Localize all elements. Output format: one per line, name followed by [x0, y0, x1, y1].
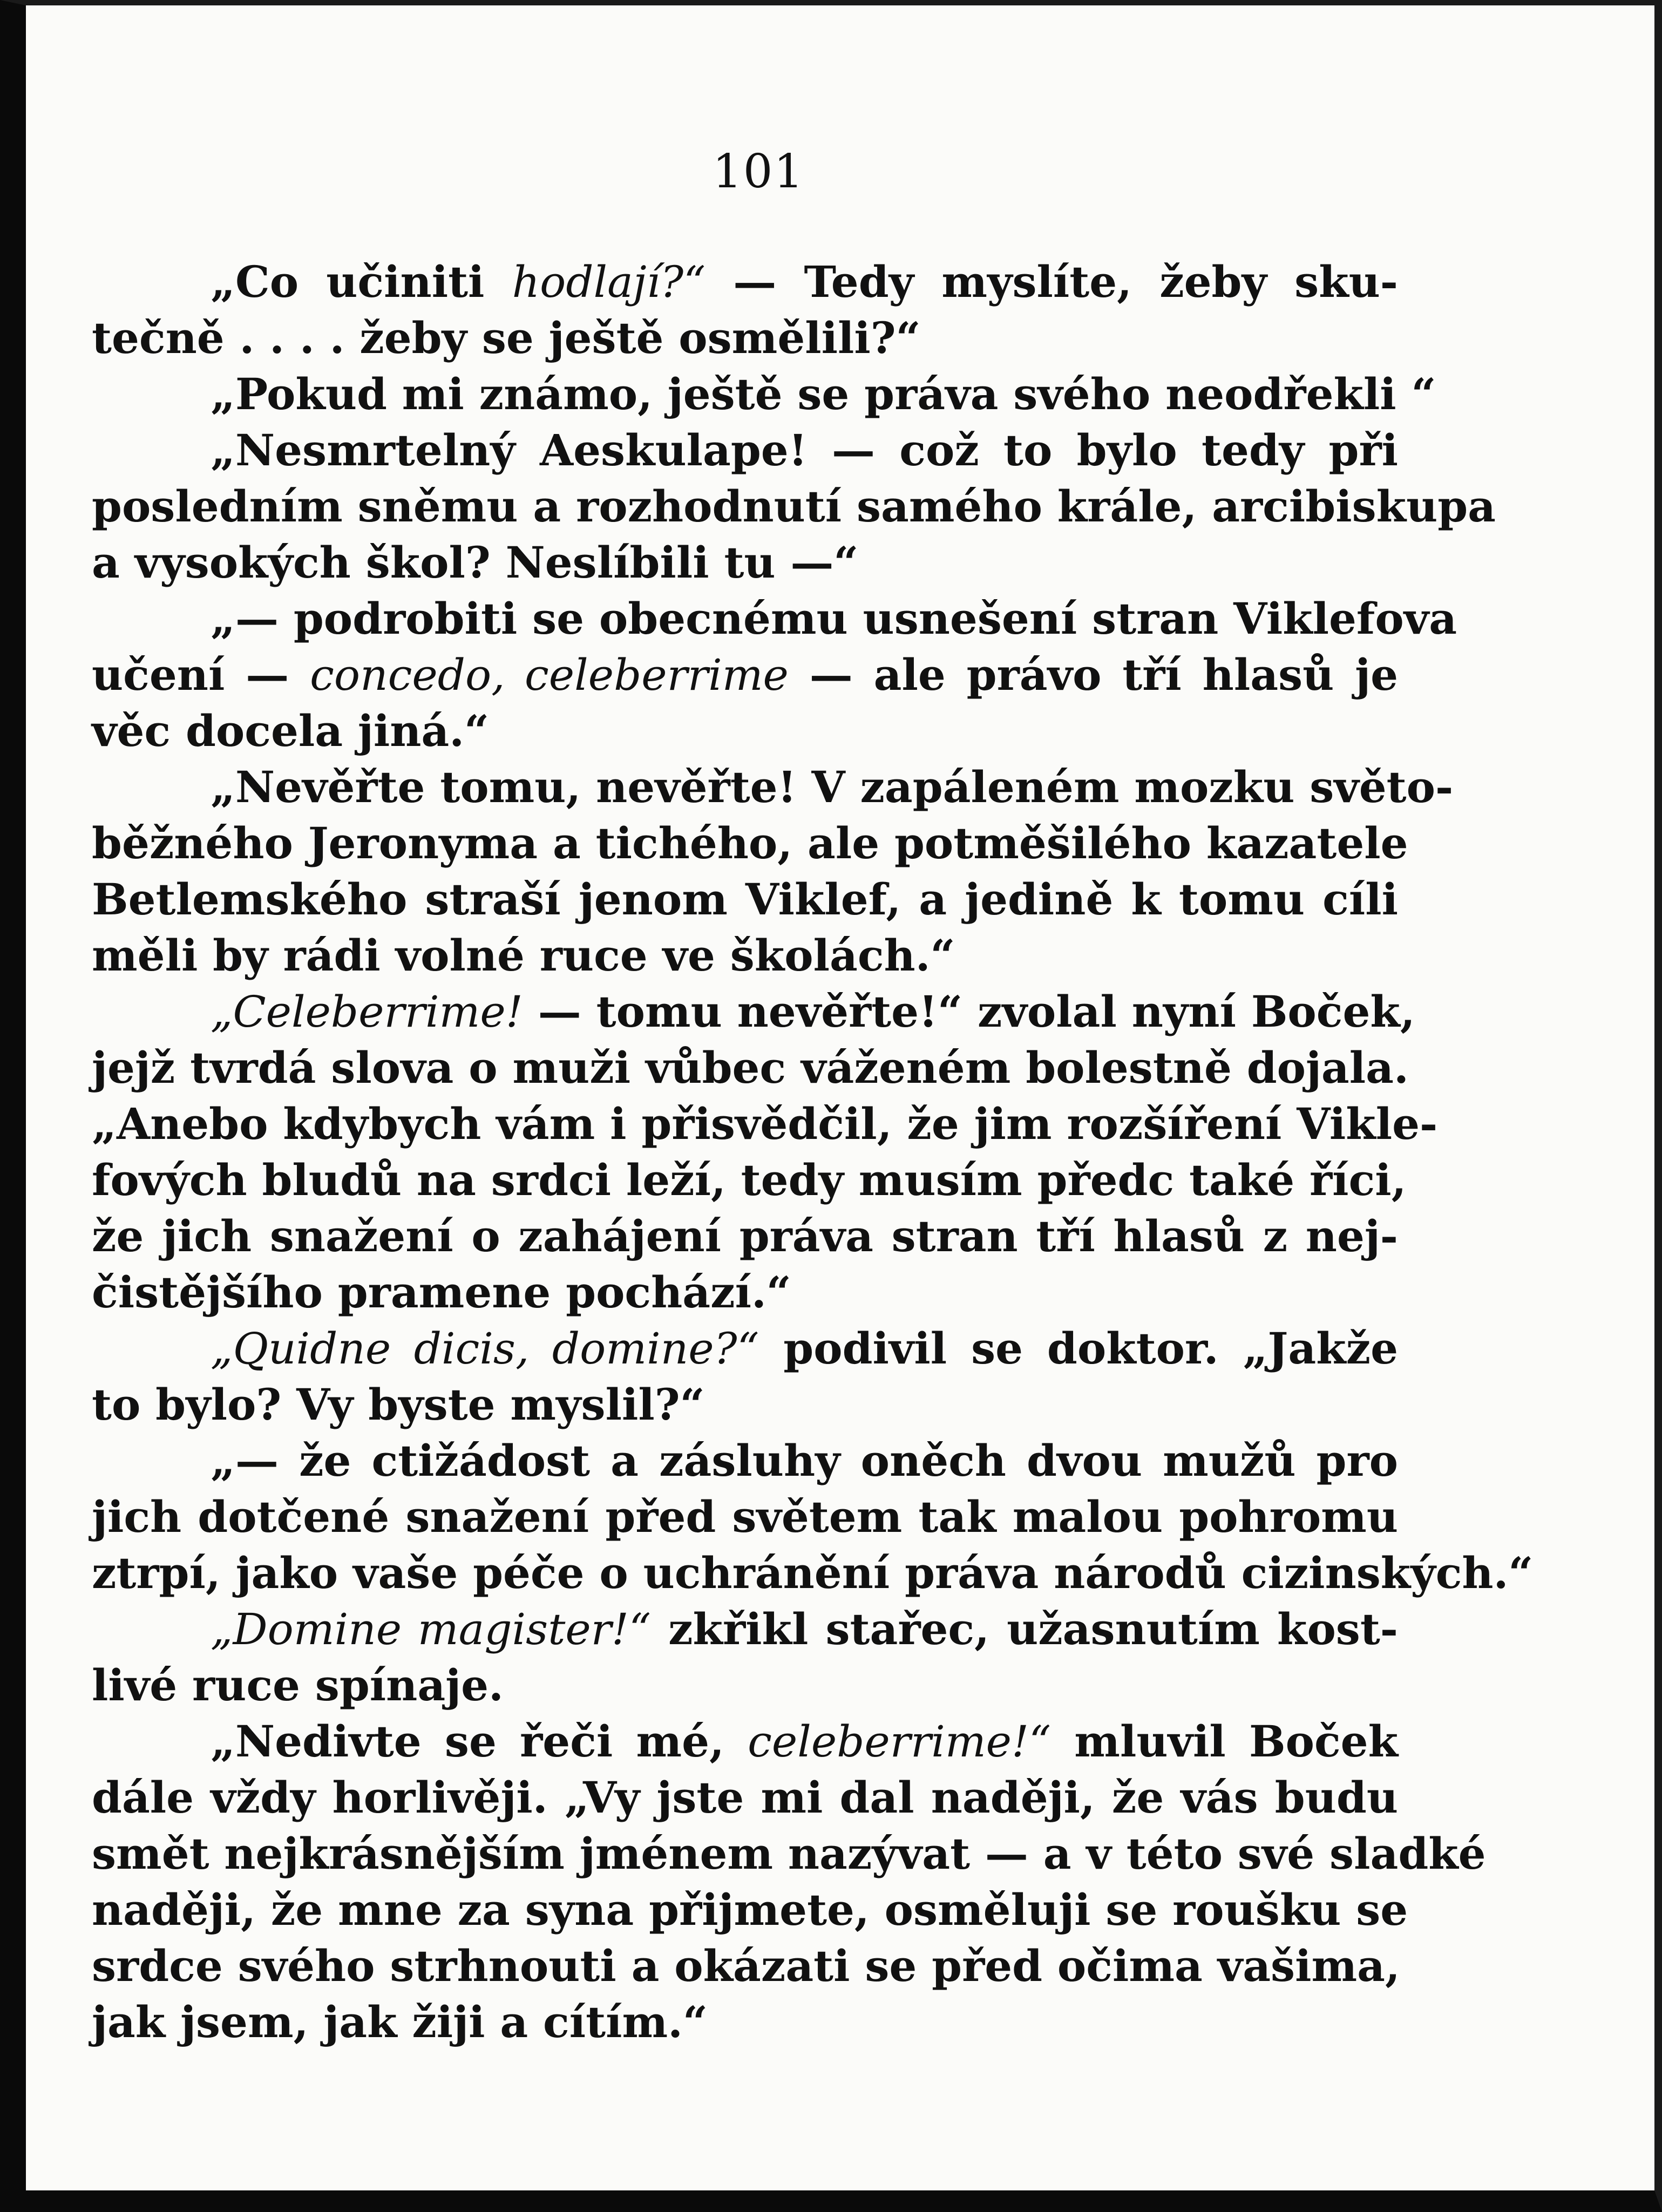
text-span: a vysokých škol? Neslíbili tu —“: [92, 537, 859, 588]
text-span: Betlemského straší jenom Viklef, a jedině k tomu cíli: [92, 874, 1398, 925]
text-line: [92, 1657, 1398, 1713]
text-line: [92, 1096, 1438, 1152]
text-span: jich dotčené snažení před světem tak malou pohromu: [92, 1491, 1398, 1542]
page-number: 101: [713, 145, 805, 199]
body-text: [92, 254, 1534, 2050]
text-span: smět nejkrásnějším jménem nazývat — a v této své sladké: [92, 1828, 1486, 1879]
text-span: „Nedivte se řeči mé,: [211, 1716, 748, 1767]
text-line: [92, 647, 1398, 703]
text-line: [92, 254, 1398, 310]
text-line: [92, 1152, 1407, 1208]
text-line: [92, 759, 1454, 815]
text-line: [92, 871, 1398, 927]
text-line: [92, 1433, 1398, 1489]
italic-text: „Quidne dicis, domine?“: [211, 1324, 759, 1374]
text-line: [92, 1994, 1398, 2050]
text-line: [92, 478, 1496, 534]
text-line: [92, 310, 1398, 366]
text-span: jejž tvrdá slova o muži vůbec váženém bolestně dojala.: [92, 1042, 1409, 1093]
italic-text: concedo, celeberrime: [310, 650, 789, 700]
text-span: mluvil Boček: [1051, 1716, 1399, 1767]
text-line: [92, 1882, 1408, 1938]
text-span: dále vždy horlivěji. „Vy jste mi dal naději, že vás budu: [92, 1772, 1398, 1823]
text-line: [92, 1208, 1398, 1264]
text-line: [92, 1320, 1398, 1376]
text-line: [92, 1040, 1409, 1096]
text-line: [92, 1769, 1398, 1826]
text-span: srdce svého strhnouti a okázati se před očima vašima,: [92, 1940, 1400, 1991]
text-span: „Co učiniti: [211, 256, 512, 307]
text-line: [92, 1938, 1398, 1994]
italic-text: hodlají?“: [512, 257, 706, 307]
text-span: fových bludů na srdci leží, tedy musím předc také říci,: [92, 1155, 1407, 1205]
text-span: posledním sněmu a rozhodnutí samého krále, arcibiskupa: [92, 481, 1496, 532]
text-line: [92, 1545, 1534, 1601]
text-line: [92, 927, 1398, 983]
text-span: „— že ctižádost a zásluhy oněch dvou mužů pro: [211, 1435, 1398, 1486]
text-span: měli by rádi volné ruce ve školách.“: [92, 930, 955, 981]
text-span: — Tedy myslíte, žeby sku-: [705, 256, 1399, 307]
text-span: „Anebo kdybych vám i přisvědčil, že jim rozšíření Vikle-: [92, 1098, 1438, 1149]
text-span: „Pokud mi známo, ještě se práva svého neodřekli “: [211, 369, 1436, 419]
text-span: učení —: [92, 649, 310, 700]
italic-text: celeberrime!“: [748, 1716, 1052, 1767]
text-line: [92, 703, 1398, 759]
text-span: věc docela jiná.“: [92, 705, 490, 756]
text-line: [92, 815, 1408, 871]
text-span: že jich snažení o zahájení práva stran tří hlasů z nej-: [92, 1211, 1398, 1261]
text-line: [92, 366, 1436, 422]
text-line: [92, 1264, 1398, 1320]
text-span: „Nesmrtelný Aeskulape! — což to bylo tedy při: [211, 425, 1398, 476]
text-span: — tomu nevěřte!“ zvolal nyní Boček,: [523, 986, 1415, 1037]
text-line: [92, 1489, 1398, 1545]
text-line: [92, 1826, 1486, 1882]
text-line: [92, 1713, 1398, 1769]
text-line: [92, 983, 1415, 1040]
text-span: — ale právo tří hlasů je: [788, 649, 1399, 700]
text-span: „— podrobiti se obecnému usnešení stran Viklefova: [211, 593, 1457, 644]
text-span: tečně . . . . žeby se ještě osmělili?“: [92, 313, 921, 363]
text-span: čistějšího pramene pochází.“: [92, 1267, 791, 1318]
italic-text: „Celeberrime!: [211, 987, 523, 1037]
text-span: běžného Jeronyma a tichého, ale potměšilého kazatele: [92, 818, 1408, 868]
text-line: [92, 591, 1457, 647]
text-span: „Nevěřte tomu, nevěřte! V zapáleném mozku světo-: [211, 762, 1454, 812]
text-span: ztrpí, jako vaše péče o uchránění práva národů cizinských.“: [92, 1548, 1534, 1598]
text-span: naději, že mne za syna přijmete, osměluji se roušku se: [92, 1884, 1408, 1935]
text-line: [92, 1376, 1398, 1433]
text-line: [92, 534, 1398, 591]
text-span: zkřikl stařec, užasnutím kost-: [650, 1604, 1398, 1654]
text-span: livé ruce spínaje.: [92, 1660, 504, 1711]
italic-text: „Domine magister!“: [211, 1604, 651, 1654]
text-line: [92, 1601, 1398, 1657]
text-line: [92, 422, 1398, 478]
text-span: to bylo? Vy byste myslil?“: [92, 1379, 705, 1430]
text-span: jak jsem, jak žiji a cítím.“: [92, 1997, 708, 2047]
text-span: podivil se doktor. „Jakže: [759, 1323, 1398, 1374]
